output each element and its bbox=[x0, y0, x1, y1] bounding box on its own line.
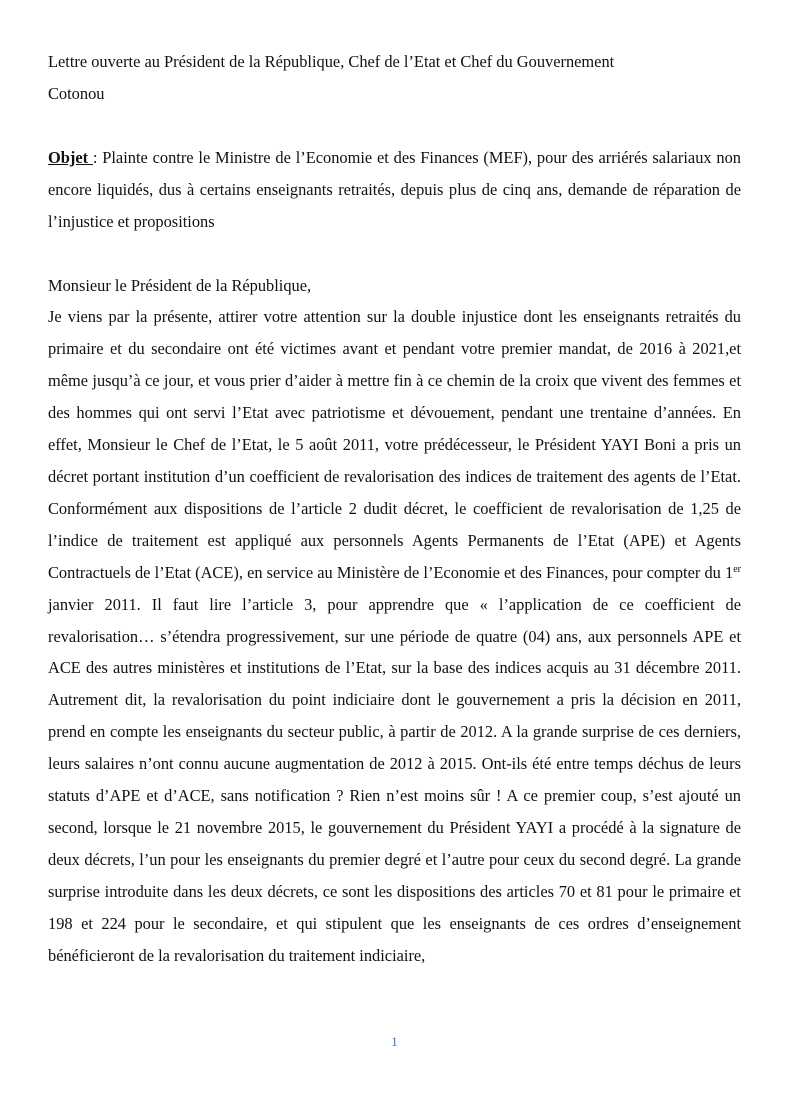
letter-body-paragraph bbox=[48, 301, 741, 971]
letter-recipient: Lettre ouverte au Président de la République, Chef de l’Etat et Chef du Gouvernement bbox=[48, 52, 615, 71]
subject-label: Objet bbox=[48, 147, 93, 167]
subject-text: : Plainte contre le Ministre de l’Economie et des Finances (MEF), pour des arriérés salariaux non encore liquidés, dus à certains enseignants retraités, depuis plus de cinq ans, demande de réparation de l’injustice et propositions bbox=[48, 147, 742, 231]
spacer bbox=[48, 238, 741, 270]
letter-city: Cotonou bbox=[48, 83, 105, 103]
letter-salutation: Monsieur le Président de la République, bbox=[48, 275, 312, 295]
spacer bbox=[48, 110, 741, 142]
letter-subject bbox=[48, 142, 741, 238]
body-text-part-1: Je viens par la présente, attirer votre attention sur la double injustice dont les enseignants retraités du primaire et du secondaire ont été victimes avant et pendant votre premier mandat, de 2016 à 2021,et même jusqu’à ce jour, et vous prier d’aider à mettre fin à ce chemin de la croix que vivent des femmes et des hommes qui ont servi l’Etat avec patriotisme et dévouement, pendant une trentaine d’années. En effet, Monsieur le Chef de l’Etat, le 5 août 2011, votre prédécesseur, le Président YAYI Boni a pris un décret portant institution d’un coefficient de revalorisation des indices de traitement des agents de l’Etat. Conformément aux dispositions de l’article 2 dudit décret, le coefficient de revalorisation de 1,25 de l’indice de traitement est appliqué aux personnels Agents Permanents de l’Etat (APE) et Agents Contractuels de l’Etat (ACE), en service au Ministère de l’Economie et des Finances, pour compter du 1 bbox=[48, 307, 741, 582]
page-number: 1 bbox=[391, 1034, 398, 1049]
letter-page bbox=[48, 46, 741, 971]
body-text-part-2: janvier 2011. Il faut lire l’article 3, pour apprendre que « l’application de ce coefficient de revalorisation… s’étendra progressivement, sur une période de quatre (04) ans, aux personnels APE et ACE des autres ministères et institutions de l’Etat, sur la base des indices acquis au 31 décembre 2011. Autrement dit, la revalorisation du point indiciaire dont le gouvernement a pris la décision en 2011, prend en compte les enseignants du secteur public, à partir de 2012. A la grande surprise de ces derniers, leurs salaires n’ont connu aucune augmentation de 2012 à 2015. Ont-ils été entre temps déchus de leurs statuts d’APE et d’ACE, sans notification ? Rien n’est moins sûr ! A ce premier coup, s’est ajouté un second, lorsque le 21 novembre 2015, le gouvernement du Président YAYI a procédé à la signature de deux décrets, l’un pour les enseignants du premier degré et l’autre pour ceux du second degré. La grande surprise introduite dans les deux décrets, ce sont les dispositions des articles 70 et 81 pour le primaire et 198 et 224 pour le secondaire, et qui stipulent que les enseignants de ces ordres d’enseignement bénéficieront de la revalorisation du traitement indiciaire, bbox=[48, 594, 741, 965]
ordinal-superscript: er bbox=[733, 563, 741, 575]
